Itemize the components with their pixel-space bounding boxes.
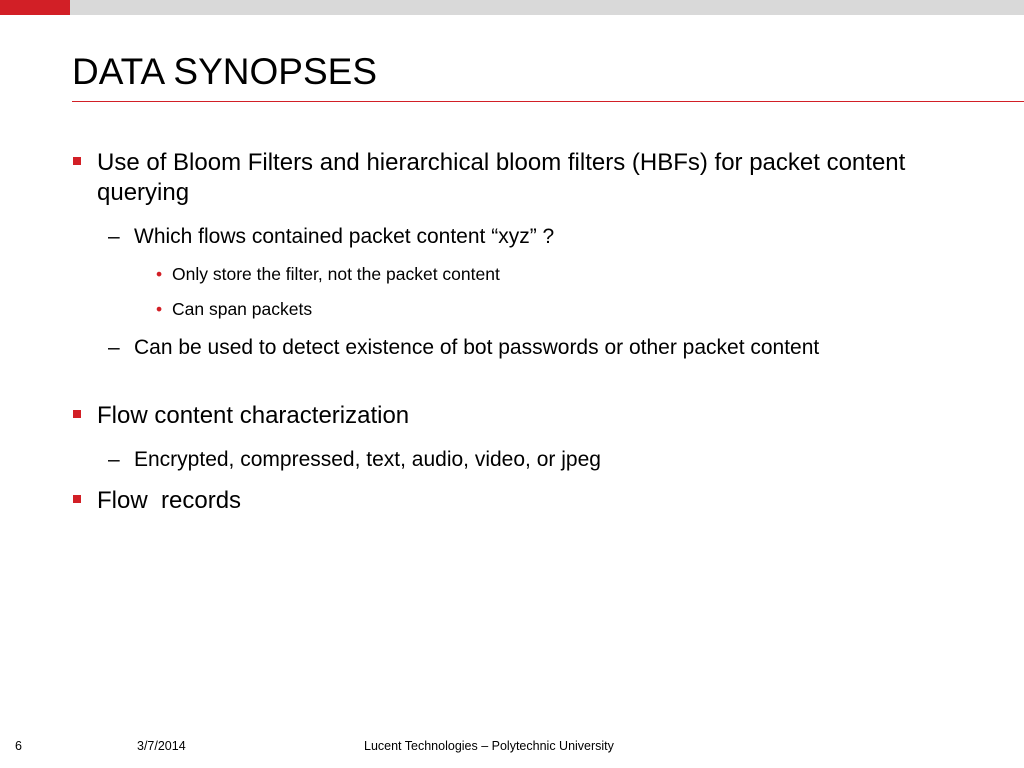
slide-title: DATA SYNOPSES xyxy=(72,51,377,92)
bullet-1-1 xyxy=(108,223,964,250)
dot-bullet-icon: • xyxy=(156,264,163,284)
bullet-2-1 xyxy=(108,446,964,473)
square-bullet-icon xyxy=(73,157,81,165)
top-bar-accent xyxy=(0,0,70,15)
bullet-3-text: Flow records xyxy=(97,487,242,514)
title-divider xyxy=(72,101,1024,102)
bullet-1-1-1-text: Only store the filter, not the packet content xyxy=(172,264,500,284)
bullet-1-1-text: Which flows contained packet content “xyz” ? xyxy=(134,225,555,248)
bullet-1-text: Use of Bloom Filters and hierarchical bloom filters (HBFs) for packet content querying xyxy=(97,149,906,206)
bullet-1 xyxy=(97,148,977,208)
dash-bullet-icon: – xyxy=(108,448,120,471)
bullet-1-2 xyxy=(108,334,964,361)
bullet-1-1-2 xyxy=(156,298,952,320)
square-bullet-icon xyxy=(73,410,81,418)
bullet-1-1-2-text: Can span packets xyxy=(172,299,313,319)
square-bullet-icon xyxy=(73,495,81,503)
bullet-2-1-text: Encrypted, compressed, text, audio, video, or jpeg xyxy=(134,448,601,471)
bullet-2-text: Flow content characterization xyxy=(97,402,410,429)
footer-organization: Lucent Technologies – Polytechnic University xyxy=(364,739,614,753)
dash-bullet-icon: – xyxy=(108,225,120,248)
page-number: 6 xyxy=(15,739,22,753)
bullet-3 xyxy=(97,486,977,516)
bullet-2 xyxy=(97,401,977,431)
dot-bullet-icon: • xyxy=(156,299,163,319)
dash-bullet-icon: – xyxy=(108,336,120,359)
footer-date: 3/7/2014 xyxy=(137,739,186,753)
top-bar xyxy=(0,0,1024,15)
bullet-1-2-text: Can be used to detect existence of bot passwords or other packet content xyxy=(134,336,820,359)
bullet-1-1-1 xyxy=(156,263,952,285)
